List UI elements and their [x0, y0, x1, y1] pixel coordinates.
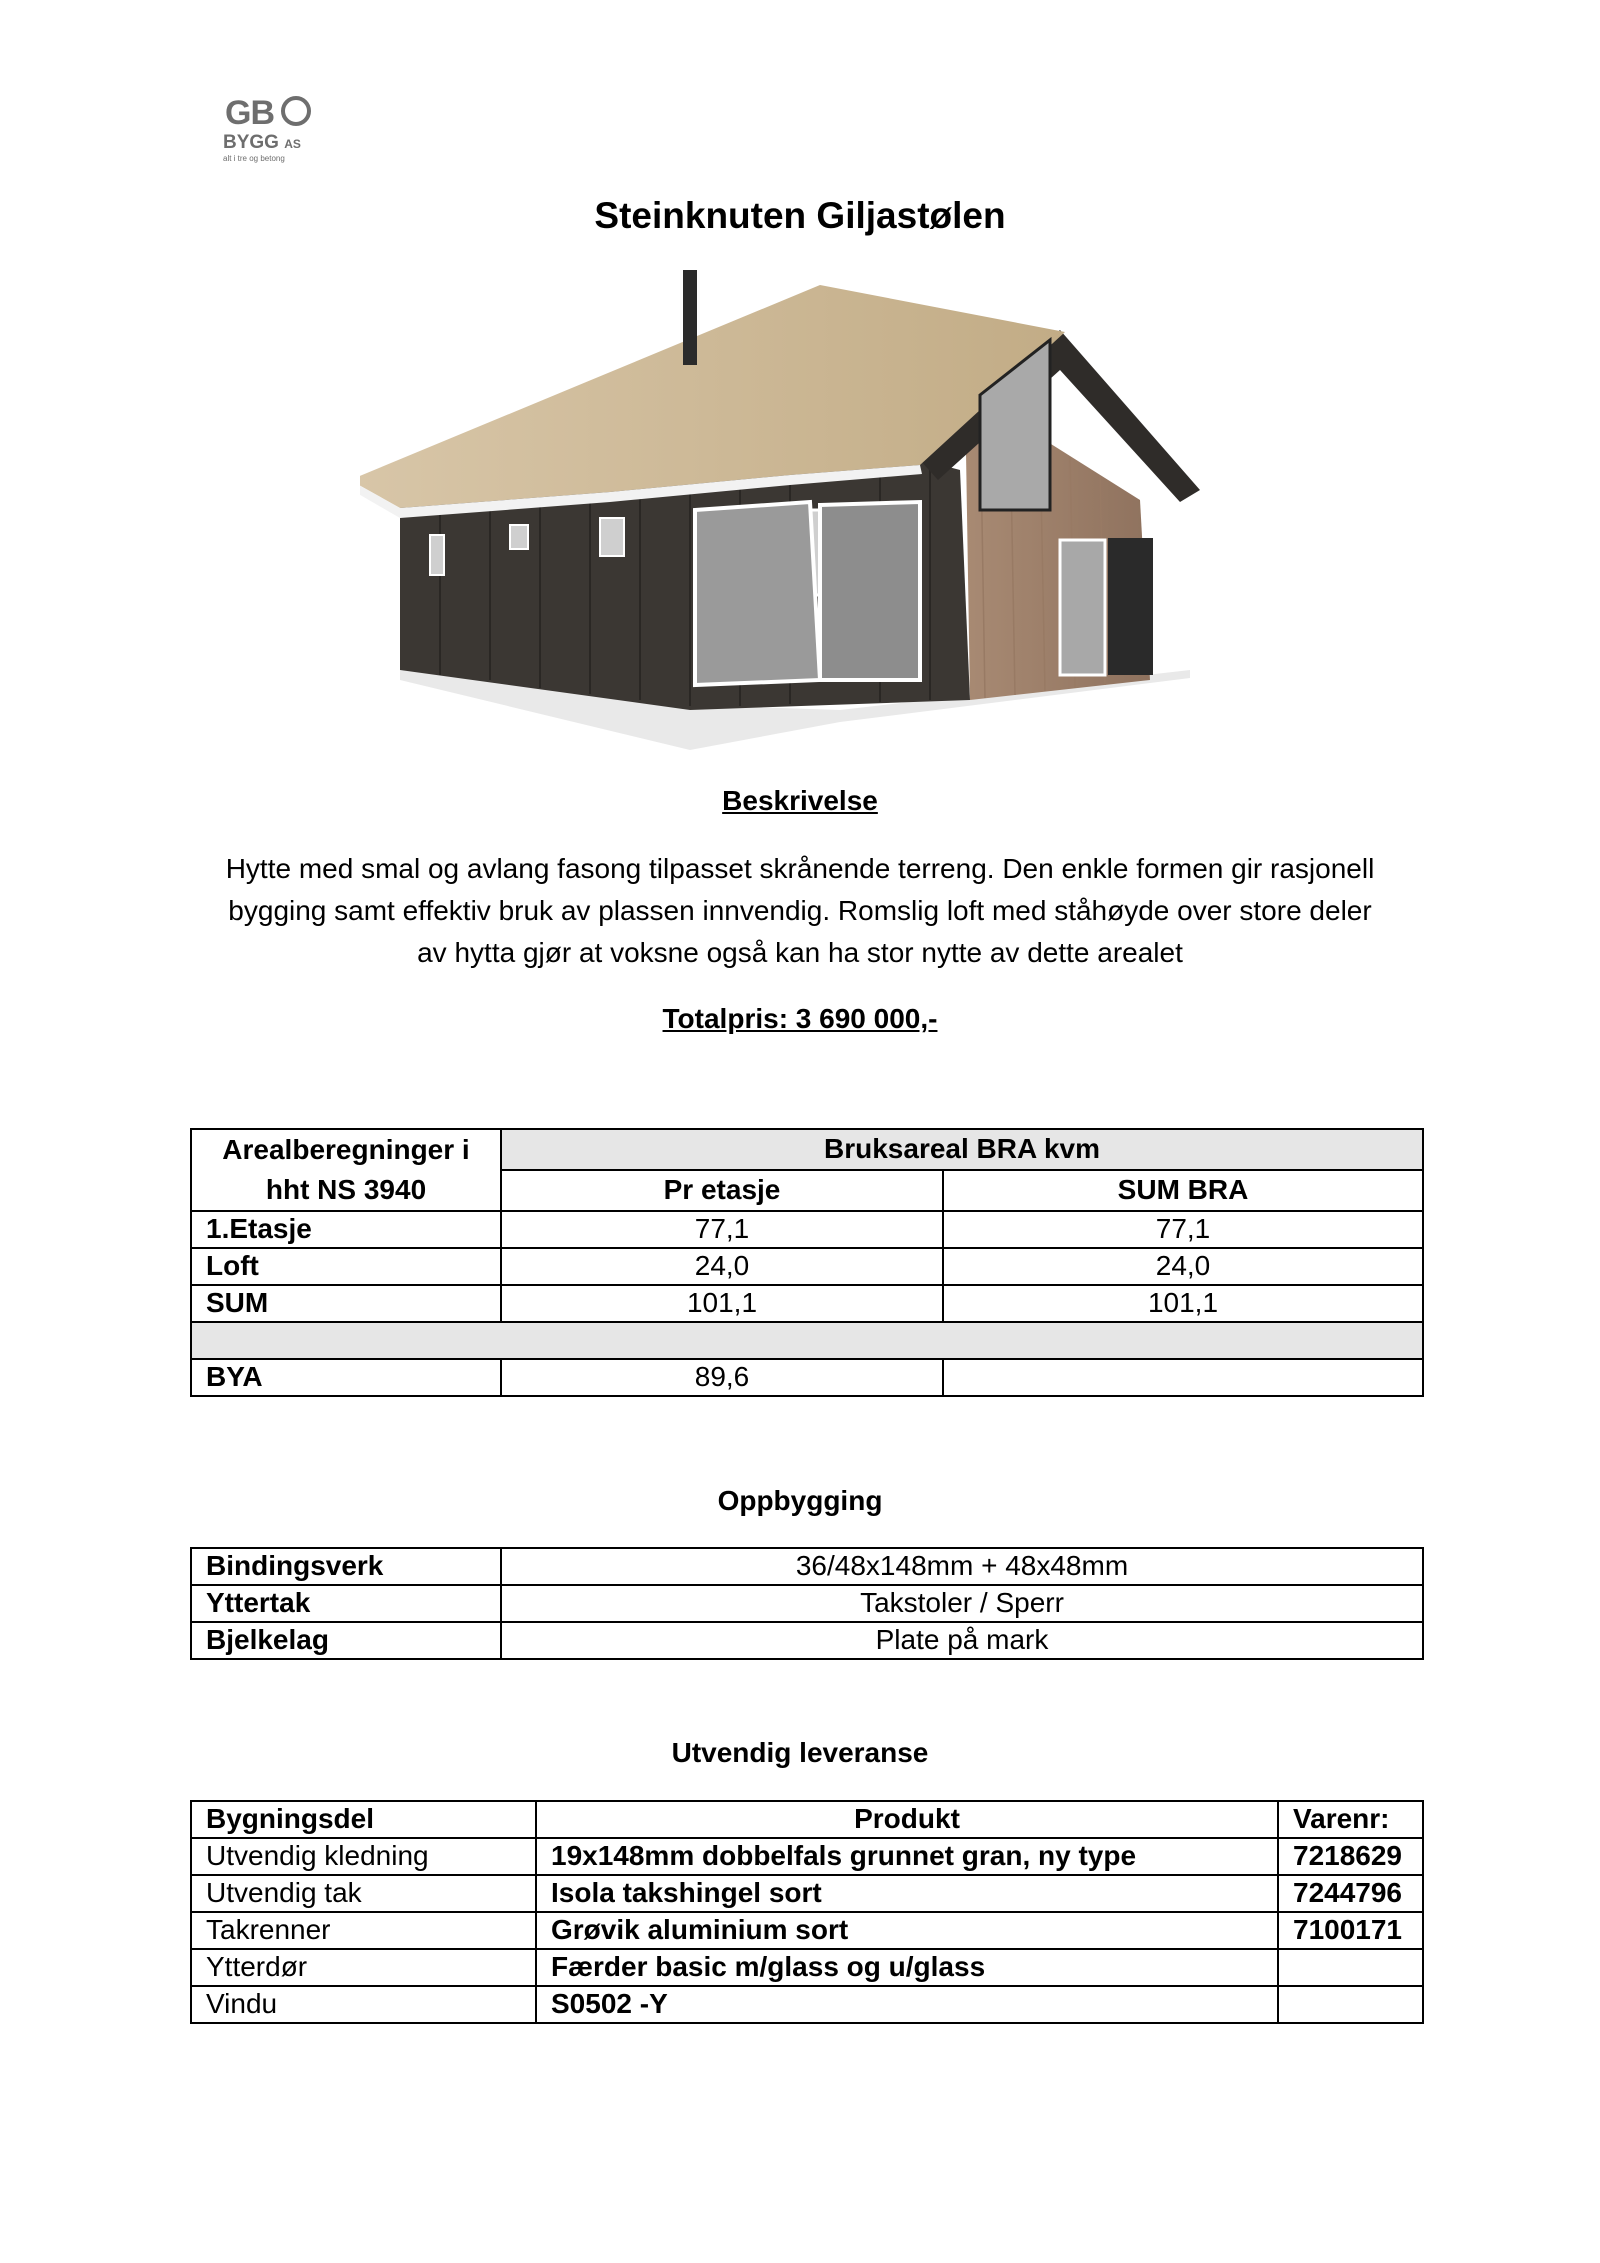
logo-name: GB	[225, 94, 274, 132]
area-table	[190, 1128, 1424, 1397]
part-cell: Utvendig kledning	[191, 1838, 536, 1875]
table-row	[191, 1585, 1423, 1622]
logo-as-text: AS	[284, 137, 301, 151]
oppbygging-label: Bjelkelag	[191, 1622, 501, 1659]
logo-bygg-text: BYGG	[223, 132, 279, 153]
description-line: bygging samt effektiv bruk av plassen innvendig. Romslig loft med ståhøyde over store deler	[228, 895, 1372, 926]
page-title: Steinknuten Giljastølen	[594, 195, 1006, 236]
oppbygging-value: 36/48x148mm + 48x48mm	[501, 1548, 1423, 1585]
number-cell: 7244796	[1278, 1875, 1423, 1912]
product-cell: Grøvik aluminium sort	[536, 1912, 1278, 1949]
bya-empty	[943, 1359, 1423, 1396]
table-row	[191, 1359, 1423, 1396]
logo-tagline: alt i tre og betong	[223, 154, 285, 163]
table-row	[191, 1912, 1423, 1949]
number-cell: 7218629	[1278, 1838, 1423, 1875]
product-cell: Færder basic m/glass og u/glass	[536, 1949, 1278, 1986]
area-row-sum: 77,1	[943, 1211, 1423, 1248]
logo-sub	[223, 132, 301, 154]
area-row-label: Loft	[191, 1248, 501, 1285]
area-row-label: SUM	[191, 1285, 501, 1322]
description-line: Hytte med smal og avlang fasong tilpasset skrånende terreng. Den enkle formen gir rasjonell	[225, 853, 1375, 884]
table-row	[191, 1548, 1423, 1585]
col-varenr: Varenr:	[1278, 1801, 1423, 1838]
product-cell: 19x148mm dobbelfals grunnet gran, ny type	[536, 1838, 1278, 1875]
area-row-pr: 101,1	[501, 1285, 943, 1322]
area-header-group: Bruksareal BRA kvm	[501, 1129, 1423, 1170]
part-cell: Vindu	[191, 1986, 536, 2023]
area-row-pr: 77,1	[501, 1211, 943, 1248]
oppbygging-label: Yttertak	[191, 1585, 501, 1622]
oppbygging-label: Bindingsverk	[191, 1548, 501, 1585]
spacer-cell	[191, 1322, 1423, 1359]
oppbygging-value: Plate på mark	[501, 1622, 1423, 1659]
logo-b-icon	[281, 96, 311, 126]
table-row	[191, 1285, 1423, 1322]
part-cell: Takrenner	[191, 1912, 536, 1949]
description-line: av hytta gjør at voksne også kan ha stor nytte av dette arealet	[417, 937, 1183, 968]
table-row	[191, 1838, 1423, 1875]
cabin-illustration	[360, 270, 1240, 760]
description-text	[190, 848, 1410, 974]
total-price: Totalpris: 3 690 000,-	[662, 1003, 938, 1034]
area-header-label: Arealberegninger i hht NS 3940	[191, 1129, 501, 1211]
company-logo	[195, 92, 335, 167]
area-row-label: 1.Etasje	[191, 1211, 501, 1248]
number-cell	[1278, 1986, 1423, 2023]
leveranse-heading: Utvendig leveranse	[671, 1737, 929, 1768]
oppbygging-heading: Oppbygging	[717, 1485, 883, 1516]
table-row	[191, 1211, 1423, 1248]
table-row	[191, 1986, 1423, 2023]
oppbygging-table	[190, 1547, 1424, 1660]
oppbygging-value: Takstoler / Sperr	[501, 1585, 1423, 1622]
part-cell: Ytterdør	[191, 1949, 536, 1986]
leveranse-table	[190, 1800, 1424, 2024]
table-row	[191, 1875, 1423, 1912]
bya-label: BYA	[191, 1359, 501, 1396]
col-produkt: Produkt	[536, 1801, 1278, 1838]
description-heading: Beskrivelse	[722, 785, 878, 816]
col-bygningsdel: Bygningsdel	[191, 1801, 536, 1838]
number-cell: 7100171	[1278, 1912, 1423, 1949]
product-cell: S0502 -Y	[536, 1986, 1278, 2023]
table-row	[191, 1622, 1423, 1659]
number-cell	[1278, 1949, 1423, 1986]
area-col-sum-bra: SUM BRA	[943, 1170, 1423, 1211]
product-cell: Isola takshingel sort	[536, 1875, 1278, 1912]
area-row-pr: 24,0	[501, 1248, 943, 1285]
table-row	[191, 1248, 1423, 1285]
table-spacer-row	[191, 1322, 1423, 1359]
area-col-pr-etasje: Pr etasje	[501, 1170, 943, 1211]
area-row-sum: 101,1	[943, 1285, 1423, 1322]
table-header-row	[191, 1801, 1423, 1838]
bya-value: 89,6	[501, 1359, 943, 1396]
table-row	[191, 1949, 1423, 1986]
area-row-sum: 24,0	[943, 1248, 1423, 1285]
part-cell: Utvendig tak	[191, 1875, 536, 1912]
